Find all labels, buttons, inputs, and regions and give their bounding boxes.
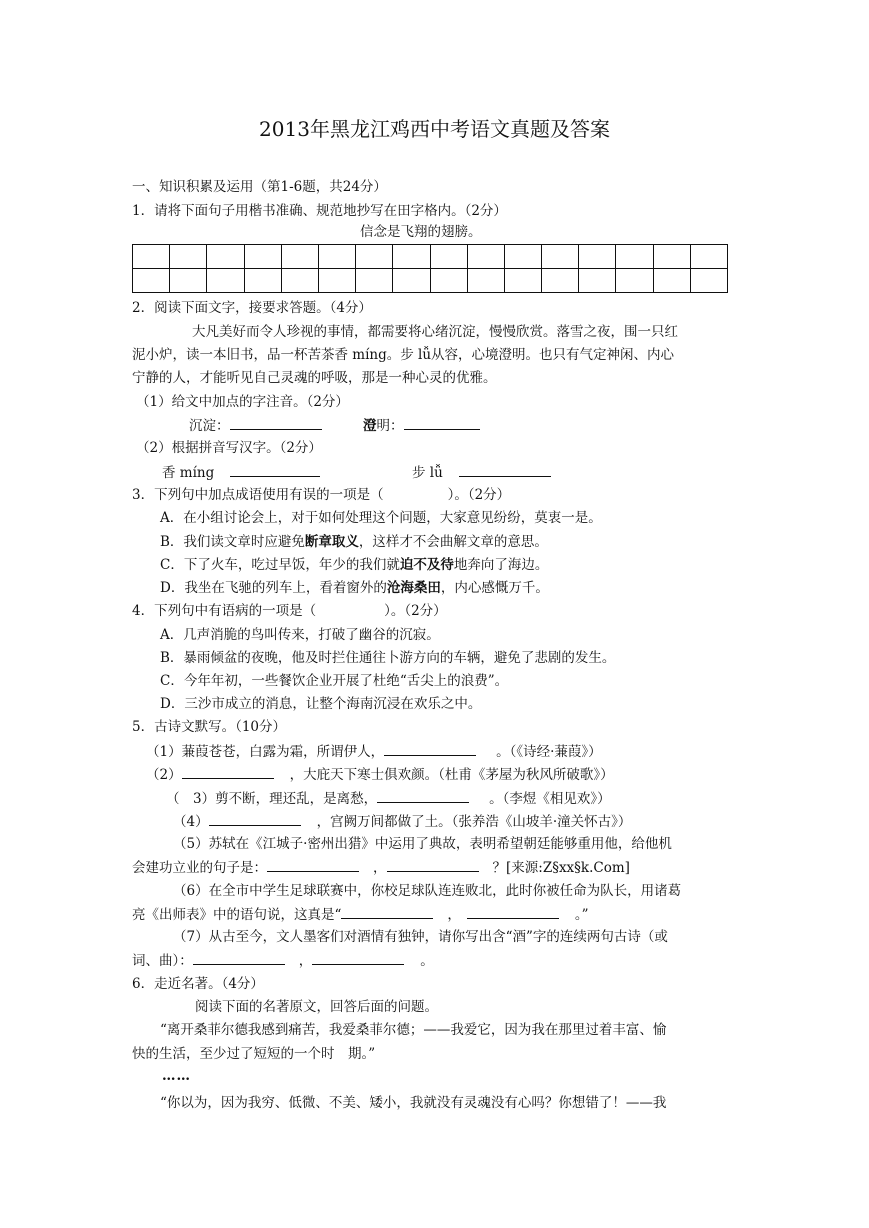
line-text: ， — [298, 953, 313, 969]
grid-cell[interactable] — [616, 245, 653, 269]
tianzige-grid — [132, 244, 728, 293]
option-d — [160, 578, 549, 598]
pinyin-item — [189, 415, 322, 436]
reading-intro: 阅读下面的名著原文，回答后面的问题。 — [195, 999, 438, 1015]
quote-line: “你以为，因为我穷、低微、不美、矮小，我就没有灵魂没有心吗？你想错了！——我 — [160, 1095, 667, 1111]
line-text: ， — [373, 860, 387, 876]
answer-blank[interactable] — [267, 857, 359, 872]
line-text: （4） — [173, 814, 209, 830]
grid-cell[interactable] — [542, 245, 579, 269]
line-text: （1）蒹葭苍苍，白露为霜，所谓伊人， — [146, 744, 385, 760]
grid-cell[interactable] — [467, 269, 504, 293]
pinyin-item — [412, 462, 551, 483]
answer-blank[interactable] — [404, 415, 480, 430]
question-4-stem — [132, 601, 447, 621]
grid-row — [133, 269, 728, 293]
poem-line — [166, 788, 611, 809]
grid-cell[interactable] — [579, 269, 616, 293]
stem-text: 3．下列句中加点成语使用有误的一项是（ — [132, 487, 384, 503]
grid-cell[interactable] — [467, 245, 504, 269]
grid-cell[interactable] — [393, 245, 430, 269]
grid-cell[interactable] — [318, 245, 355, 269]
poem-line: （6）在全市中学生足球联赛中，你校足球队连连败北，此时你被任命为队长，用诸葛 — [173, 883, 682, 899]
grid-cell[interactable] — [133, 269, 170, 293]
question-6-stem: 6．走近名著。（4分） — [132, 976, 264, 992]
pinyin-item — [162, 462, 320, 483]
option-d: D．三沙市成立的消息，让整个海南沉浸在欢乐之中。 — [160, 696, 482, 712]
option-c — [160, 555, 548, 575]
question-2-sub1: （1）给文中加点的字注音。（2分） — [136, 394, 349, 410]
line-text: 。 — [420, 953, 434, 969]
line-text: ？[来源:Z§xx§k.Com] — [492, 860, 630, 876]
poem-line — [132, 857, 630, 878]
item-label: 沉淀： — [189, 418, 230, 434]
line-text: （2） — [146, 767, 182, 783]
option-c: C．今年年初，一些餐饮企业开展了杜绝“舌尖上的浪费”。 — [160, 673, 509, 689]
page-title: 2013年黑龙江鸡西中考语文真题及答案 — [259, 117, 610, 141]
grid-cell[interactable] — [133, 245, 170, 269]
ellipsis: …… — [162, 1068, 191, 1084]
grid-cell[interactable] — [281, 245, 318, 269]
question-1-stem: 1．请将下面句子用楷书准确、规范地抄写在田字格内。（2分） — [132, 203, 507, 219]
grid-cell[interactable] — [542, 269, 579, 293]
dotted-character: 澄 — [363, 418, 377, 434]
answer-blank[interactable] — [230, 462, 320, 477]
stem-text: ）。（2分） — [447, 487, 511, 503]
poem-line — [132, 950, 434, 971]
poem-line: （7）从古至今，文人墨客们对酒情有独钟，请你写出含“酒”字的连续两句古诗（或 — [173, 929, 668, 945]
line-text: ， — [447, 907, 461, 923]
grid-cell[interactable] — [281, 269, 318, 293]
answer-blank[interactable] — [312, 950, 404, 965]
grid-cell[interactable] — [244, 269, 281, 293]
grid-cell[interactable] — [579, 245, 616, 269]
line-text: 会建功立业的句子是： — [132, 860, 267, 876]
quote-line: “离开桑菲尔德我感到痛苦，我爱桑菲尔德；——我爱它，因为我在那里过着丰富、愉 — [160, 1022, 667, 1038]
grid-cell[interactable] — [393, 269, 430, 293]
question-1-sentence: 信念是飞翔的翅膀。 — [360, 224, 482, 240]
option-a: A．几声消脆的鸟叫传来，打破了幽谷的沉寂。 — [160, 627, 440, 643]
question-3-stem — [132, 485, 510, 505]
grid-cell[interactable] — [356, 269, 393, 293]
line-text: ，宫阙万间都做了土。（张养浩《山坡羊·潼关怀古》） — [316, 814, 632, 830]
line-text: 。（李煜《相见欢》） — [489, 791, 611, 807]
grid-row — [133, 245, 728, 269]
grid-cell[interactable] — [170, 245, 207, 269]
answer-blank[interactable] — [209, 811, 301, 826]
passage-line: 泥小炉，读一本旧书，品一杯苦茶香 míng。步 lǚ从容，心境澄明。也只有气定神闲、内心 — [132, 347, 675, 363]
grid-cell[interactable] — [356, 245, 393, 269]
stem-text: 4．下列句中有语病的一项是（ — [132, 603, 317, 619]
grid-cell[interactable] — [653, 245, 690, 269]
line-text: （ 3）剪不断，理还乱，是离愁， — [166, 791, 378, 807]
answer-blank[interactable] — [377, 788, 469, 803]
item-label: 香 míng — [162, 465, 215, 481]
answer-blank[interactable] — [467, 904, 559, 919]
grid-cell[interactable] — [616, 269, 653, 293]
option-text: ，内心感慨万千。 — [440, 580, 549, 596]
answer-blank[interactable] — [387, 857, 479, 872]
idiom: 迫不及待 — [399, 557, 454, 573]
poem-line — [132, 904, 589, 925]
grid-cell[interactable] — [690, 245, 727, 269]
question-5-stem: 5．古诗文默写。（10分） — [132, 719, 287, 735]
line-text: 。” — [574, 907, 589, 923]
option-text: D．我坐在飞驰的列车上，看着窗外的 — [160, 580, 387, 596]
quote-line: 快的生活，至少过了短短的一个时 期。” — [132, 1046, 376, 1062]
answer-blank[interactable] — [384, 741, 476, 756]
line-text: 词、曲）： — [132, 953, 193, 969]
section-heading: 一、知识积累及运用（第1-6题，共24分） — [132, 179, 387, 195]
answer-blank[interactable] — [182, 764, 274, 779]
stem-text: ）。（2分） — [384, 603, 447, 619]
pinyin-item — [363, 415, 480, 436]
option-text: C．下了火车，吃过早饭，年少的我们就 — [160, 557, 400, 573]
grid-cell[interactable] — [430, 245, 467, 269]
option-a: A．在小组讨论会上，对于如何处理这个问题，大家意见纷纷，莫衷一是。 — [160, 510, 602, 526]
poem-line — [146, 764, 614, 785]
item-label: 明： — [376, 418, 404, 434]
grid-cell[interactable] — [504, 269, 541, 293]
grid-cell[interactable] — [170, 269, 207, 293]
answer-blank[interactable] — [193, 950, 285, 965]
grid-cell[interactable] — [504, 245, 541, 269]
grid-cell[interactable] — [430, 269, 467, 293]
passage-line: 大凡美好而令人珍视的事情，都需要将心绪沉淀，慢慢欣赏。落雪之夜，围一只红 — [192, 324, 678, 340]
question-2-stem: 2．阅读下面文字，接要求答题。（4分） — [132, 300, 372, 316]
line-text: ，大庇天下寒士俱欢颜。（杜甫《茅屋为秋风所破歌》） — [289, 767, 614, 783]
option-text: B．我们读文章时应避免 — [160, 534, 305, 550]
item-label: 步 lǚ — [412, 465, 443, 481]
question-2-sub2: （2）根据拼音写汉字。（2分） — [136, 440, 322, 456]
line-text: 亮《出师表》中的语句说，这真是“ — [132, 907, 342, 923]
grid-cell[interactable] — [207, 245, 244, 269]
grid-cell[interactable] — [318, 269, 355, 293]
poem-line — [173, 811, 631, 832]
answer-blank[interactable] — [459, 462, 551, 477]
grid-cell[interactable] — [207, 269, 244, 293]
option-b — [160, 532, 548, 552]
grid-cell[interactable] — [653, 269, 690, 293]
grid-cell[interactable] — [244, 245, 281, 269]
idiom: 断章取义 — [304, 534, 359, 550]
answer-blank[interactable] — [341, 904, 433, 919]
passage-line: 宁静的人，才能听见自己灵魂的呼吸，那是一种心灵的优雅。 — [132, 370, 497, 386]
poem-line: （5）苏轼在《江城子·密州出猎》中运用了典故，表明希望朝廷能够重用他，给他机 — [173, 836, 672, 852]
answer-blank[interactable] — [230, 415, 322, 430]
option-text: 地奔向了海边。 — [453, 557, 549, 573]
option-b: B．暴雨倾盆的夜晚，他及时拦住通往卜游方向的车辆，避免了悲剧的发生。 — [160, 650, 616, 666]
line-text: 。（《诗经·蒹葭》） — [496, 744, 602, 760]
idiom: 沧海桑田 — [386, 580, 441, 596]
grid-cell[interactable] — [690, 269, 727, 293]
option-text: ，这样才不会曲解文章的意思。 — [358, 534, 548, 550]
poem-line — [146, 741, 602, 762]
